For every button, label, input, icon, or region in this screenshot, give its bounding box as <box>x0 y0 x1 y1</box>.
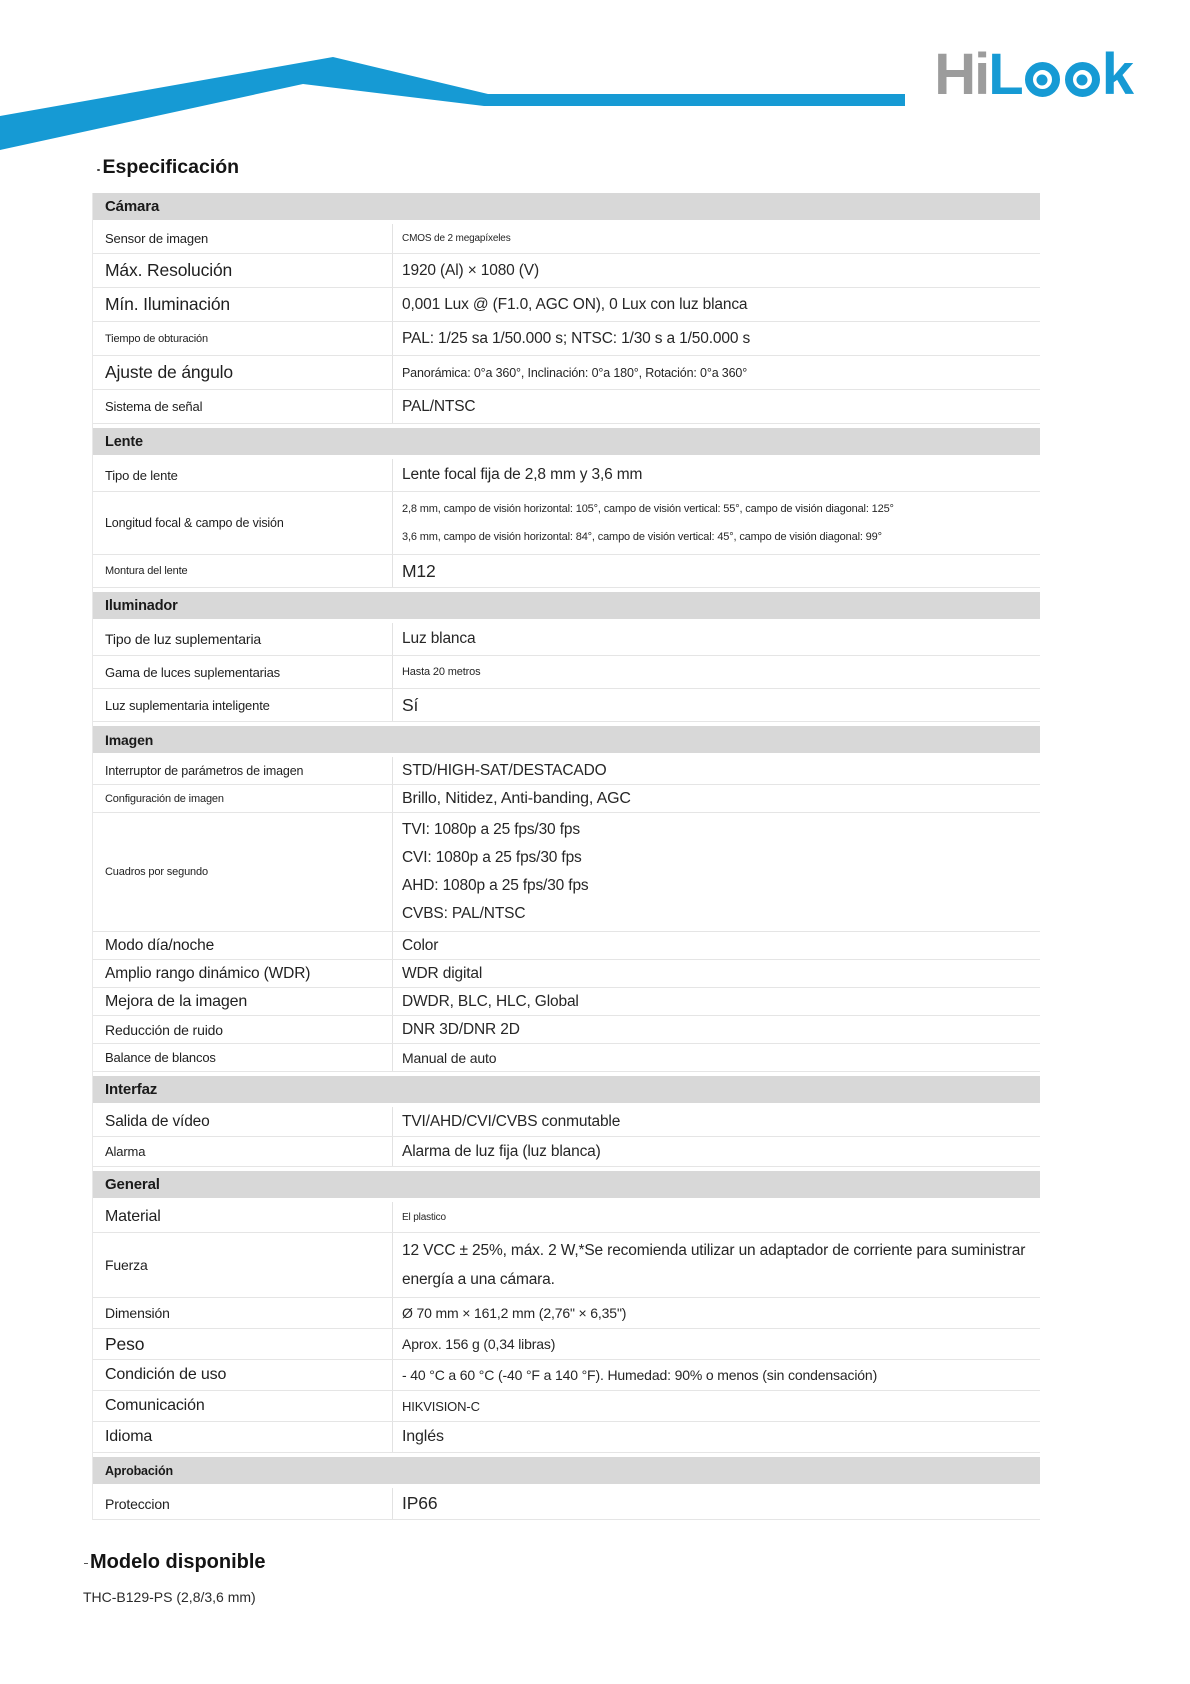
spec-value <box>392 224 1040 253</box>
spec-value <box>392 988 1040 1015</box>
spec-value-line: WDR digital <box>402 964 483 982</box>
spec-value-line: Luz blanca <box>402 630 476 647</box>
spec-row <box>93 1044 1040 1072</box>
spec-value <box>392 288 1040 321</box>
spec-label: Material <box>105 1208 161 1225</box>
spec-label: Máx. Resolución <box>105 260 233 280</box>
spec-value-line: IP66 <box>402 1493 438 1513</box>
spec-row <box>93 356 1040 390</box>
spec-value-line: 0,001 Lux @ (F1.0, AGC ON), 0 Lux con luz blanca <box>402 295 748 313</box>
spec-value <box>392 1329 1040 1359</box>
logo-text-k: k <box>1101 42 1132 107</box>
spec-value <box>392 1422 1040 1452</box>
section-header: Interfaz <box>93 1076 1040 1103</box>
spec-row <box>93 689 1040 722</box>
spec-value-line: Aprox. 156 g (0,34 libras) <box>402 1336 556 1352</box>
section-header: Imagen <box>93 726 1040 753</box>
model-value: THC-B129-PS (2,8/3,6 mm) <box>83 1589 256 1605</box>
spec-value-line: HIKVISION-C <box>402 1398 480 1414</box>
spec-value <box>392 1137 1040 1166</box>
spec-label: Cuadros por segundo <box>105 866 208 878</box>
section-header: General <box>93 1171 1040 1198</box>
spec-value-line: Ø 70 mm × 161,2 mm (2,76" × 6,35") <box>402 1305 627 1321</box>
spec-row <box>93 813 1040 932</box>
spec-label: Fuerza <box>105 1257 148 1273</box>
spec-label: Ajuste de ángulo <box>105 362 233 382</box>
section-header: Iluminador <box>93 592 1040 619</box>
spec-value <box>392 1202 1040 1232</box>
spec-row <box>93 1329 1040 1360</box>
spec-value <box>392 1488 1040 1519</box>
spec-row <box>93 555 1040 588</box>
spec-value <box>392 689 1040 721</box>
spec-value <box>392 813 1040 931</box>
spec-value-line: Inglés <box>402 1428 444 1445</box>
spec-row <box>93 1107 1040 1137</box>
spec-label: Tipo de luz suplementaria <box>105 631 262 647</box>
spec-value <box>392 932 1040 959</box>
spec-value-line: Color <box>402 936 439 954</box>
spec-row <box>93 322 1040 356</box>
spec-value-line: 1920 (Al) × 1080 (V) <box>402 261 540 279</box>
spec-row <box>93 656 1040 689</box>
spec-value <box>392 1233 1040 1297</box>
spec-value-line: TVI: 1080p a 25 fps/30 fps <box>402 821 580 838</box>
spec-row <box>93 623 1040 656</box>
spec-label: Luz suplementaria inteligente <box>105 697 270 713</box>
spec-value <box>392 623 1040 655</box>
spec-label: Idioma <box>105 1428 153 1445</box>
hilook-logo <box>934 42 1132 107</box>
spec-label: Amplio rango dinámico (WDR) <box>105 964 311 982</box>
logo-text-hi: Hi <box>934 42 989 107</box>
spec-label: Proteccion <box>105 1495 170 1512</box>
spec-row <box>93 224 1040 254</box>
spec-value <box>392 1016 1040 1043</box>
spec-value-line: El plastico <box>402 1211 446 1223</box>
spec-label: Configuración de imagen <box>105 792 224 805</box>
spec-row <box>93 1016 1040 1044</box>
logo-eye-icon <box>1065 62 1100 97</box>
spec-row <box>93 254 1040 288</box>
spec-value <box>392 1360 1040 1390</box>
spec-row <box>93 1360 1040 1391</box>
spec-label: Reducción de ruido <box>105 1021 223 1038</box>
spec-label: Longitud focal & campo de visión <box>105 516 284 530</box>
section-header: Aprobación <box>93 1457 1040 1484</box>
spec-row <box>93 459 1040 492</box>
model-heading: Modelo disponible <box>84 1551 266 1574</box>
spec-value-line: Hasta 20 metros <box>402 666 481 678</box>
spec-value-line: CVBS: PAL/NTSC <box>402 905 526 922</box>
spec-row <box>93 1391 1040 1422</box>
spec-value <box>392 656 1040 688</box>
spec-label: Modo día/noche <box>105 936 215 954</box>
section-header: Lente <box>93 428 1040 455</box>
spec-value-line: 12 VCC ± 25%, máx. 2 W,*Se recomienda utilizar un adaptador de corriente para suministrar <box>402 1242 1026 1259</box>
spec-label: Salida de vídeo <box>105 1112 210 1130</box>
spec-row <box>93 288 1040 322</box>
spec-value <box>392 254 1040 287</box>
spec-label: Gama de luces suplementarias <box>105 664 281 680</box>
spec-value <box>392 390 1040 423</box>
spec-value <box>392 492 1040 554</box>
spec-value <box>392 960 1040 987</box>
spec-value-line: Brillo, Nitidez, Anti-banding, AGC <box>402 789 631 807</box>
spec-value <box>392 785 1040 812</box>
spec-value-line: Sí <box>402 694 419 715</box>
spec-row <box>93 1202 1040 1233</box>
spec-label: Tipo de lente <box>105 467 178 483</box>
spec-row <box>93 785 1040 813</box>
spec-value-line: DNR 3D/DNR 2D <box>402 1020 520 1038</box>
spec-value-line: - 40 °C a 60 °C (-40 °F a 140 °F). Humedad: 90% o menos (sin condensación) <box>402 1367 878 1383</box>
spec-row <box>93 757 1040 785</box>
spec-label: Dimensión <box>105 1305 170 1321</box>
spec-row <box>93 1233 1040 1298</box>
spec-label: Mejora de la imagen <box>105 992 248 1010</box>
spec-label: Interruptor de parámetros de imagen <box>105 763 304 778</box>
spec-value <box>392 1391 1040 1421</box>
spec-value-line: Lente focal fija de 2,8 mm y 3,6 mm <box>402 466 643 483</box>
spec-value <box>392 459 1040 491</box>
spec-value-line: AHD: 1080p a 25 fps/30 fps <box>402 877 589 894</box>
spec-row <box>93 960 1040 988</box>
spec-value-line: 3,6 mm, campo de visión horizontal: 84°, campo de visión vertical: 45°, campo de visión diagonal: 99° <box>402 531 882 543</box>
page-title: Especificación <box>97 156 239 179</box>
spec-label: Sensor de imagen <box>105 231 209 246</box>
spec-label: Mín. Iluminación <box>105 294 231 314</box>
spec-row <box>93 988 1040 1016</box>
spec-value-line: Panorámica: 0°a 360°, Inclinación: 0°a 180°, Rotación: 0°a 360° <box>402 365 748 380</box>
spec-value-line: PAL/NTSC <box>402 397 476 415</box>
spec-label: Sistema de señal <box>105 399 203 414</box>
spec-table <box>92 193 1040 1520</box>
spec-value-line: energía a una cámara. <box>402 1271 555 1288</box>
spec-row <box>93 492 1040 555</box>
spec-value-line: DWDR, BLC, HLC, Global <box>402 992 579 1010</box>
spec-row <box>93 932 1040 960</box>
spec-value <box>392 757 1040 784</box>
logo-text-l: L <box>988 42 1022 107</box>
spec-label: Balance de blancos <box>105 1050 216 1065</box>
spec-row <box>93 390 1040 424</box>
spec-label: Montura del lente <box>105 565 188 577</box>
spec-label: Alarma <box>105 1144 146 1159</box>
spec-value-line: CVI: 1080p a 25 fps/30 fps <box>402 849 582 866</box>
spec-value-line: PAL: 1/25 sa 1/50.000 s; NTSC: 1/30 s a 1/50.000 s <box>402 329 751 347</box>
spec-value-line: 2,8 mm, campo de visión horizontal: 105°, campo de visión vertical: 55°, campo de visión diagonal: 125° <box>402 503 894 515</box>
spec-row <box>93 1488 1040 1520</box>
spec-row <box>93 1422 1040 1453</box>
spec-row <box>93 1137 1040 1167</box>
logo-eye-icon <box>1025 62 1060 97</box>
spec-value <box>392 1298 1040 1328</box>
spec-label: Condición de uso <box>105 1366 227 1383</box>
spec-value-line: CMOS de 2 megapíxeles <box>402 233 511 244</box>
spec-value <box>392 322 1040 355</box>
spec-value-line: Alarma de luz fija (luz blanca) <box>402 1142 601 1160</box>
spec-value <box>392 555 1040 587</box>
spec-value <box>392 1044 1040 1071</box>
spec-label: Peso <box>105 1333 145 1354</box>
spec-value-line: STD/HIGH-SAT/DESTACADO <box>402 761 607 779</box>
spec-label: Tiempo de obturación <box>105 332 208 345</box>
spec-value <box>392 1107 1040 1136</box>
section-header: Cámara <box>93 193 1040 220</box>
spec-value-line: Manual de auto <box>402 1049 497 1066</box>
spec-value-line: TVI/AHD/CVI/CVBS conmutable <box>402 1112 621 1130</box>
spec-value <box>392 356 1040 389</box>
spec-label: Comunicación <box>105 1397 205 1414</box>
spec-row <box>93 1298 1040 1329</box>
spec-value-line: M12 <box>402 560 436 581</box>
